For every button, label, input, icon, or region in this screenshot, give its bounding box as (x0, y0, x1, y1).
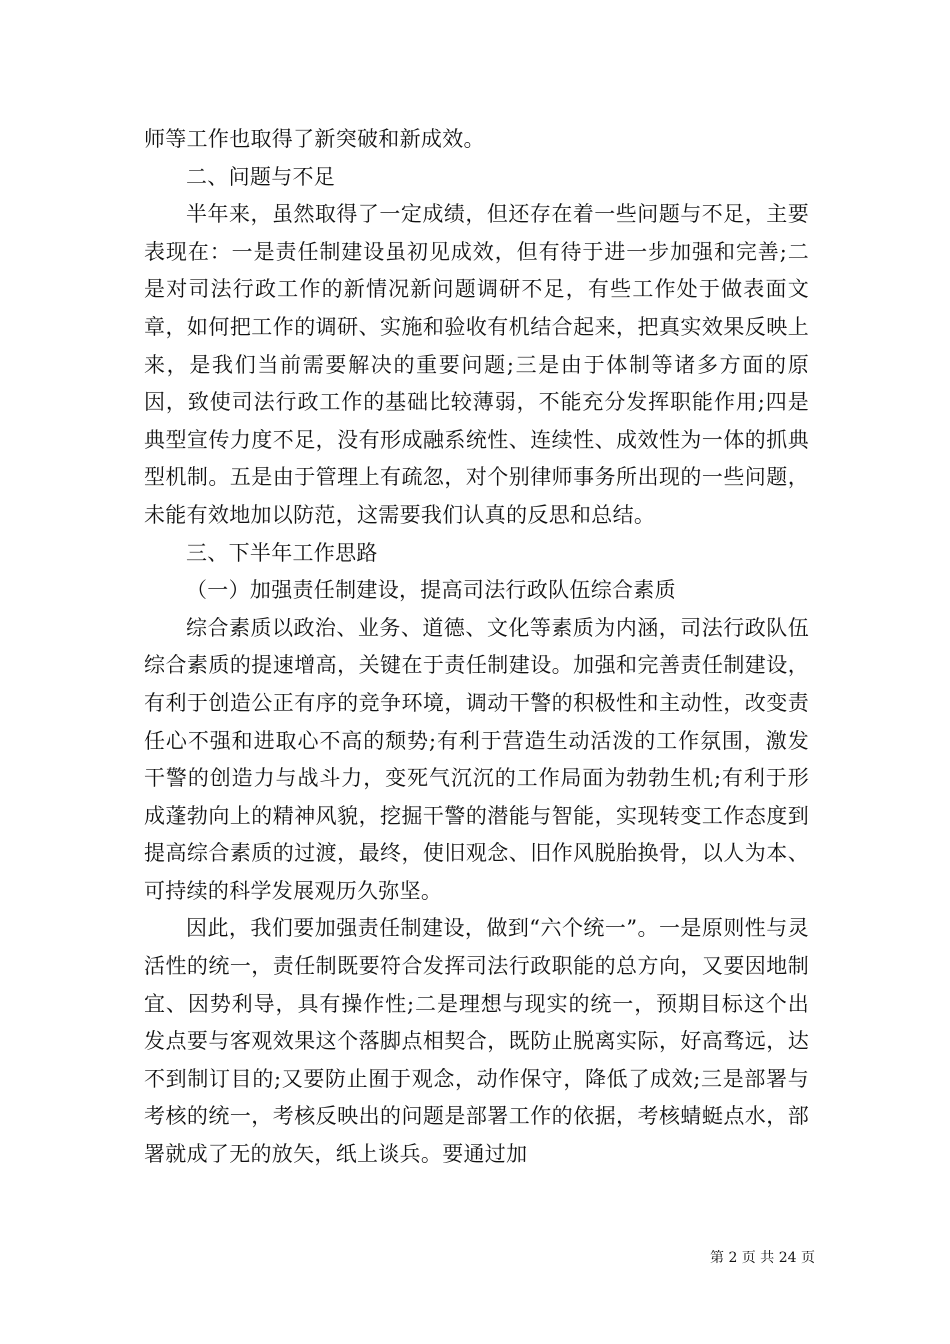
page-number: 第 2 页 共 24 页 (710, 1250, 815, 1266)
subsection-heading-responsibility: （一）加强责任制建设，提高司法行政队伍综合素质 (186, 578, 676, 603)
paragraph-problems: 半年来，虽然取得了一定成绩，但还存在着一些问题与不足，主要表现在：一是责任制建设虽初见成效，但有待于进一步加强和完善;二是对司法行政工作的新情况新问题调研不足，有些工作处于做表面文章，如何把工作的调研、实施和验收有机结合起来，把真实效果反映上来，是我们当前需要解决的重要问题;三是由于体制等诸多方面的原因，致使司法行政工作的基础比较薄弱，不能充分发挥职能作用;四是典型宣传力度不足，没有形成融系统性、连续性、成效性为一体的抓典型机制。五是由于管理上有疏忽，对个别律师事务所出现的一些问题，未能有效地加以防范，这需要我们认真的反思和总结。 (144, 202, 809, 527)
section-heading-plan: 三、下半年工作思路 (186, 540, 378, 565)
paragraph-continuation: 师等工作也取得了新突破和新成效。 (144, 127, 485, 151)
document-body (144, 121, 809, 1174)
section-heading-problems: 二、问题与不足 (186, 164, 336, 189)
paragraph-six-unities: 因此，我们要加强责任制建设，做到“六个统一”。一是原则性与灵活性的统一，责任制既要符合发挥司法行政职能的总方向，又要因地制宜、因势利导，具有操作性;二是理想与现实的统一，预期目标这个出发点要与客观效果这个落脚点相契合，既防止脱离实际，好高骛远，达不到制订目的;又要防止囿于观念，动作保守，降低了成效;三是部署与考核的统一，考核反映出的问题是部署工作的依据，考核蜻蜓点水，部署就成了无的放矢，纸上谈兵。要通过加 (144, 916, 809, 1167)
paragraph-quality: 综合素质以政治、业务、道德、文化等素质为内涵，司法行政队伍综合素质的提速增高，关键在于责任制建设。加强和完善责任制建设，有利于创造公正有序的竞争环境，调动干警的积极性和主动性，改变责任心不强和进取心不高的颓势;有利于营造生动活泼的工作氛围，激发干警的创造力与战斗力，变死气沉沉的工作局面为勃勃生机;有利于形成蓬勃向上的精神风貌，挖掘干警的潜能与智能，实现转变工作态度到提高综合素质的过渡，最终，使旧观念、旧作风脱胎换骨，以人为本、可持续的科学发展观历久弥坚。 (144, 615, 809, 903)
